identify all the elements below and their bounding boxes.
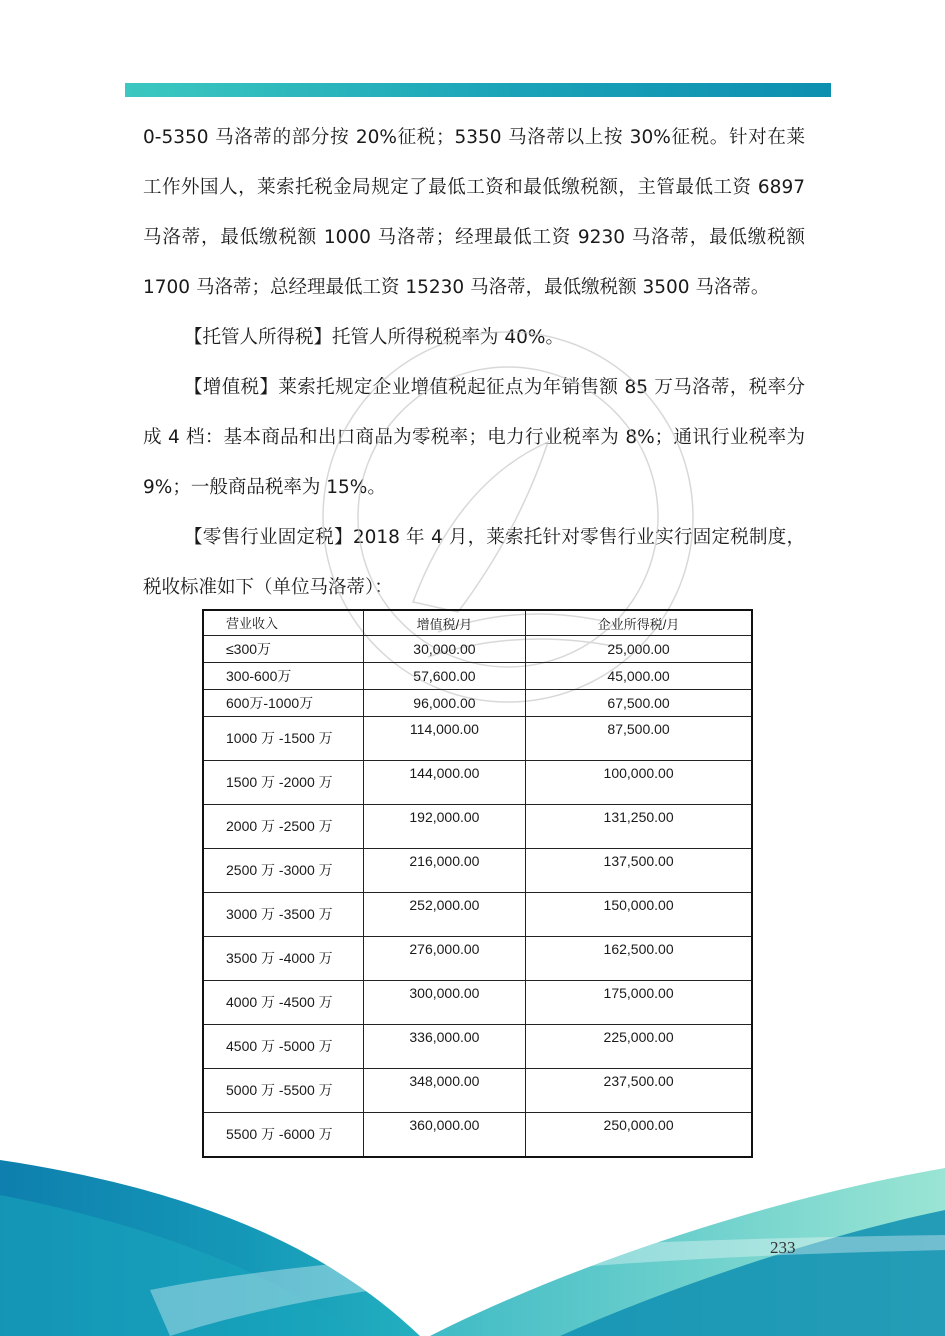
cell-revenue: 1000 万 -1500 万 — [203, 717, 363, 761]
header-accent-bar — [125, 83, 831, 97]
cell-vat: 252,000.00 — [363, 893, 525, 937]
table-row — [203, 1069, 752, 1113]
cell-cit: 237,500.00 — [526, 1069, 752, 1113]
cell-revenue: 3500 万 -4000 万 — [203, 937, 363, 981]
cell-cit: 150,000.00 — [526, 893, 752, 937]
paragraph-custodian-tax: 【托管人所得税】托管人所得税税率为 40%。 — [184, 327, 565, 348]
cell-revenue: 4500 万 -5000 万 — [203, 1025, 363, 1069]
table-row — [203, 937, 752, 981]
cell-vat: 144,000.00 — [363, 761, 525, 805]
table-row — [203, 981, 752, 1025]
cell-vat: 360,000.00 — [363, 1113, 525, 1158]
cell-revenue: 5500 万 -6000 万 — [203, 1113, 363, 1158]
cell-cit: 67,500.00 — [526, 690, 752, 717]
cell-cit: 137,500.00 — [526, 849, 752, 893]
cell-revenue: 1500 万 -2000 万 — [203, 761, 363, 805]
cell-revenue: 600万-1000万 — [203, 690, 363, 717]
cell-cit: 25,000.00 — [526, 636, 752, 663]
cell-vat: 192,000.00 — [363, 805, 525, 849]
cell-cit: 45,000.00 — [526, 663, 752, 690]
table-row — [203, 663, 752, 690]
table-row — [203, 636, 752, 663]
header-vat-monthly: 增值税/月 — [363, 610, 525, 636]
footer-waves — [0, 1140, 945, 1336]
cell-vat: 300,000.00 — [363, 981, 525, 1025]
table-row — [203, 849, 752, 893]
header-revenue: 营业收入 — [203, 610, 363, 636]
cell-vat: 114,000.00 — [363, 717, 525, 761]
paragraph-retail-fixed-tax: 【零售行业固定税】2018 年 4 月，莱索托针对零售行业实行固定税制度，税收标准如下（单位马洛蒂）： — [143, 527, 805, 598]
cell-revenue: 4000 万 -4500 万 — [203, 981, 363, 1025]
cell-vat: 30,000.00 — [363, 636, 525, 663]
table-row — [203, 1025, 752, 1069]
cell-cit: 225,000.00 — [526, 1025, 752, 1069]
cell-vat: 276,000.00 — [363, 937, 525, 981]
cell-revenue: 5000 万 -5500 万 — [203, 1069, 363, 1113]
paragraph-vat: 【增值税】莱索托规定企业增值税起征点为年销售额 85 万马洛蒂，税率分成 4 档：基本商品和出口商品为零税率；电力行业税率为 8%；通讯行业税率为 9%；一般商品税率为 15%。 — [143, 377, 805, 498]
cell-cit: 250,000.00 — [526, 1113, 752, 1158]
cell-cit: 175,000.00 — [526, 981, 752, 1025]
table-row — [203, 893, 752, 937]
table-header-row — [203, 610, 752, 636]
cell-revenue: 2500 万 -3000 万 — [203, 849, 363, 893]
cell-cit: 131,250.00 — [526, 805, 752, 849]
paragraph-income-tax: 0-5350 马洛蒂的部分按 20%征税；5350 马洛蒂以上按 30%征税。针对在莱工作外国人，莱索托税金局规定了最低工资和最低缴税额，主管最低工资 6897 马洛蒂，最低缴税额 1000 马洛蒂；经理最低工资 9230 马洛蒂，最低缴税额 1700 马洛蒂；总经理最低工资 15230 马洛蒂，最低缴税额 3500 马洛蒂。 — [143, 127, 805, 298]
table-row — [203, 717, 752, 761]
cell-revenue: 300-600万 — [203, 663, 363, 690]
cell-vat: 216,000.00 — [363, 849, 525, 893]
cell-cit: 87,500.00 — [526, 717, 752, 761]
retail-fixed-tax-table — [202, 609, 753, 1158]
cell-revenue: ≤300万 — [203, 636, 363, 663]
cell-vat: 336,000.00 — [363, 1025, 525, 1069]
page-number: 233 — [770, 1238, 796, 1257]
cell-cit: 100,000.00 — [526, 761, 752, 805]
table-row — [203, 690, 752, 717]
cell-vat: 57,600.00 — [363, 663, 525, 690]
cell-revenue: 2000 万 -2500 万 — [203, 805, 363, 849]
header-cit-monthly: 企业所得税/月 — [526, 610, 752, 636]
table-row — [203, 761, 752, 805]
table-row — [203, 805, 752, 849]
cell-cit: 162,500.00 — [526, 937, 752, 981]
cell-vat: 96,000.00 — [363, 690, 525, 717]
cell-vat: 348,000.00 — [363, 1069, 525, 1113]
cell-revenue: 3000 万 -3500 万 — [203, 893, 363, 937]
